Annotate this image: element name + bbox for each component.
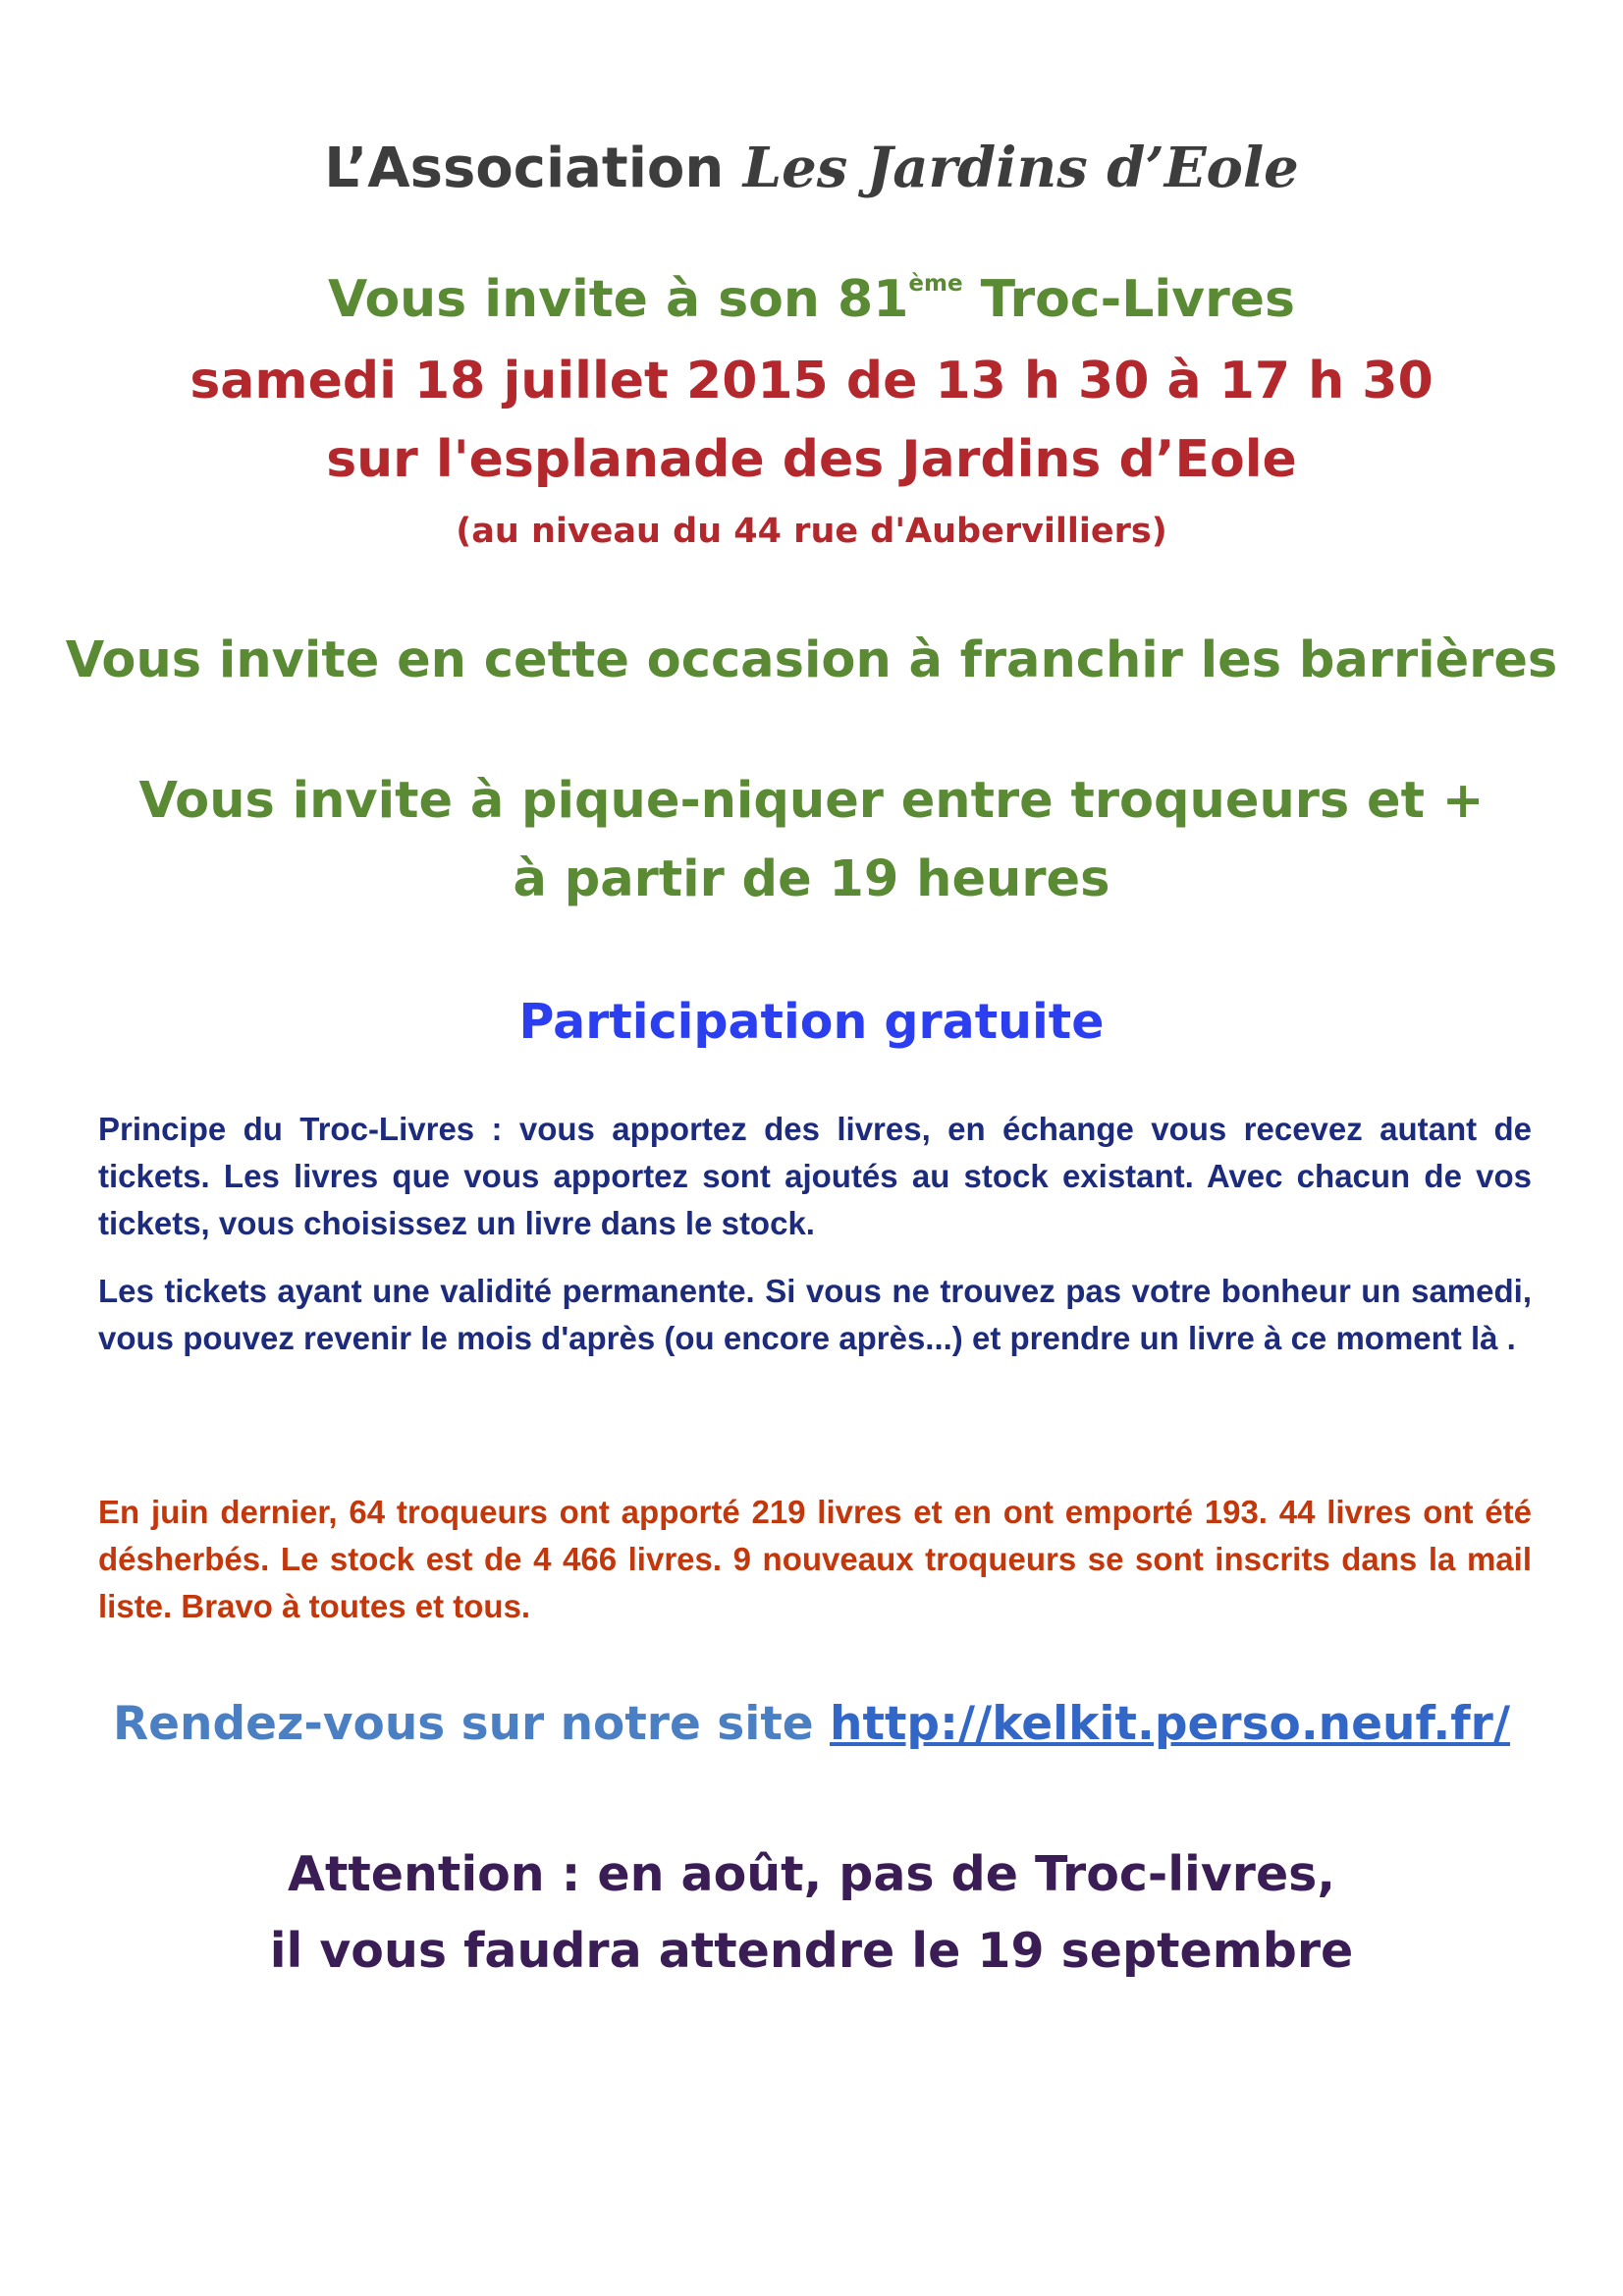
site-link[interactable]: http://kelkit.perso.neuf.fr/ xyxy=(830,1697,1511,1751)
event-address: (au niveau du 44 rue d'Aubervilliers) xyxy=(456,512,1167,551)
association-prefix: L’Association xyxy=(324,137,725,200)
association-name: Les Jardins d’Eole xyxy=(742,136,1299,200)
free-participation: Participation gratuite xyxy=(518,994,1105,1050)
stats-paragraph: En juin dernier, 64 troqueurs ont apporté 219 livres et en ont emporté 193. 44 livres ont été désherbés. Le stock est de 4 466 livres. 9 nouveaux troqueurs se sont inscrits dans la mail liste. Bravo à toutes et tous. xyxy=(98,1494,1532,1624)
validity-paragraph: Les tickets ayant une validité permanente. Si vous ne trouvez pas votre bonheur un samedi, vous pouvez revenir le mois d'après (ou encore après...) et prendre un livre à ce moment là . xyxy=(98,1273,1532,1356)
invitation-line xyxy=(0,270,1623,329)
notice-line-2: il vous faudra attendre le 19 septembre xyxy=(269,1923,1354,1979)
event-place: sur l'esplanade des Jardins d’Eole xyxy=(326,430,1297,489)
invitation-line-end: Troc-Livres xyxy=(962,270,1295,329)
picnic-line-1: Vous invite à pique-niquer entre troqueurs et + xyxy=(138,772,1485,830)
association-title xyxy=(0,136,1623,200)
ordinal-suffix: ème xyxy=(908,271,963,297)
barriers-line: Vous invite en cette occasion à franchir les barrières xyxy=(65,631,1558,689)
site-line xyxy=(0,1697,1623,1751)
picnic-line-2: à partir de 19 heures xyxy=(513,850,1110,908)
event-date: samedi 18 juillet 2015 de 13 h 30 à 17 h 30 xyxy=(189,352,1434,410)
invitation-line-start: Vous invite à son 81 xyxy=(328,270,909,329)
notice-line-1: Attention : en août, pas de Troc-livres, xyxy=(288,1846,1335,1902)
site-label: Rendez-vous sur notre site xyxy=(112,1697,831,1751)
principle-paragraph: Principe du Troc-Livres : vous apportez des livres, en échange vous recevez autant de tickets. Les livres que vous apportez sont ajoutés au stock existant. Avec chacun de vos tickets, vous choisissez un livre dans le stock. xyxy=(98,1111,1532,1241)
